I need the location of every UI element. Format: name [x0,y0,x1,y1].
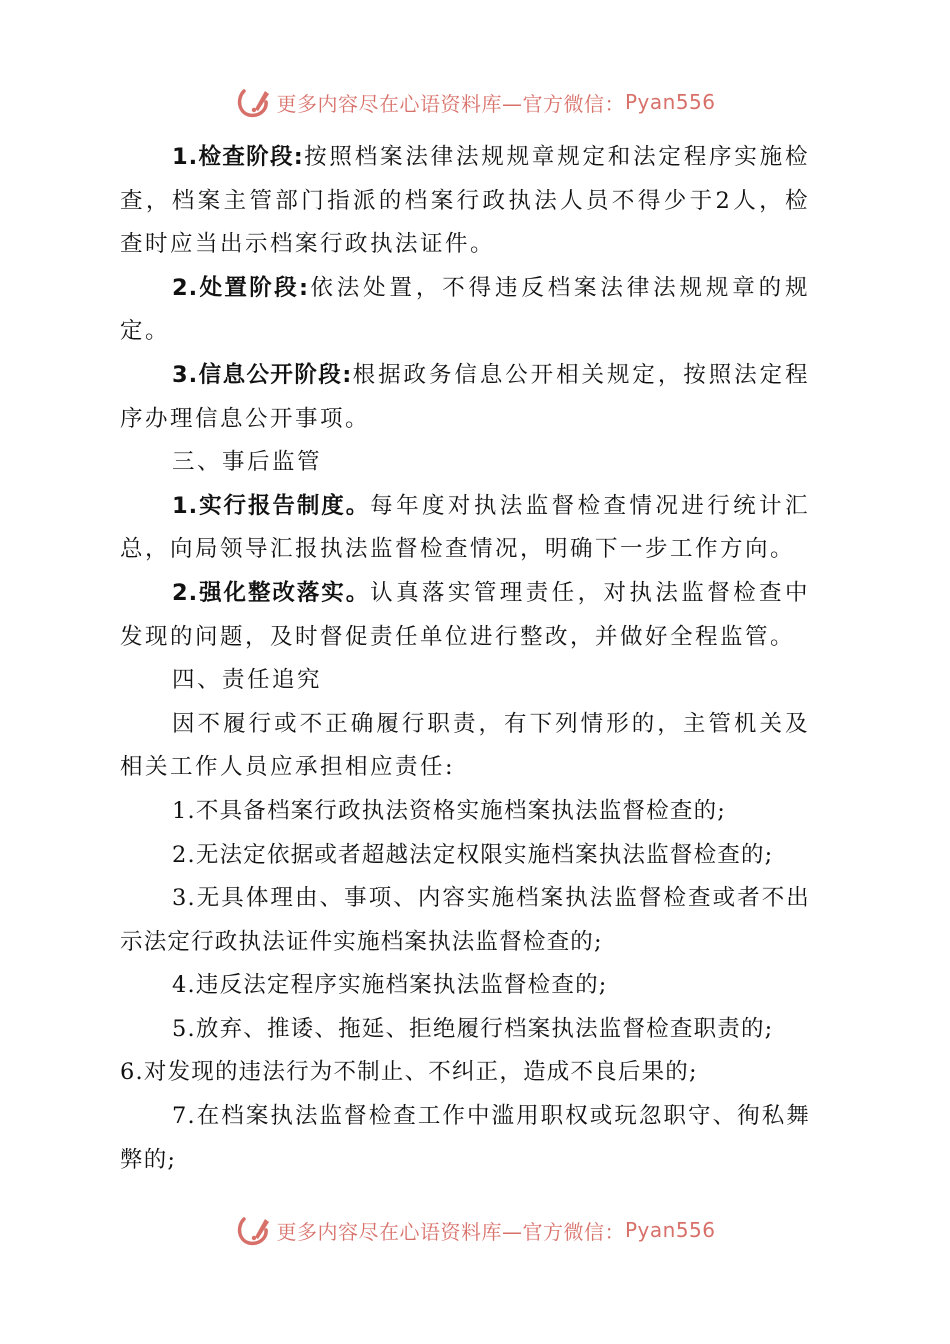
paragraph-lead: 1.检查阶段: [172,144,304,170]
paragraph-lead: 2.处置阶段: [172,274,310,301]
pen-nib-logo-icon [234,82,274,122]
paragraph-disposal-stage [120,267,810,354]
paragraph-accountability-intro: 因不履行或不正确履行职责，有下列情形的，主管机关及相关工作人员应承担相应责任: [120,710,810,781]
section-heading-post-supervision: 三、事后监管 [172,449,323,476]
list-item: 2.无法定依据或者超越法定权限实施档案执法监督检查的; [172,841,774,868]
list-item: 3.无具体理由、事项、内容实施档案执法监督检查或者不出示法定行政执法证件实施档案执法监督检查的; [120,885,810,955]
list-item: 1.不具备档案行政执法资格实施档案执法监督检查的; [172,797,727,824]
paragraph-text: 每年度对执法监督检查情况进行统计汇总，向局领导汇报执法监督检查情况，明确下一步工作方向。 [120,492,810,563]
paragraph-report-system [120,485,810,572]
paragraph-text: 按照档案法律法规规章规定和法定程序实施检查，档案主管部门指派的档案行政执法人员不得少于2人，检查时应当出示档案行政执法证件。 [120,144,810,258]
paragraph-rectification [120,572,810,659]
footer-watermark-banner [0,1210,950,1250]
document-body [120,136,810,1182]
watermark-contact: Pyan556 [624,90,716,114]
paragraph-inspection-stage [120,136,810,267]
paragraph-lead: 2.强化整改落实。 [172,579,371,606]
list-item: 4.违反法定程序实施档案执法监督检查的; [172,972,608,999]
watermark-contact: Pyan556 [624,1218,716,1242]
paragraph-lead: 1.实行报告制度。 [172,492,371,519]
watermark-text: 更多内容尽在心语资料库—官方微信： [276,1219,625,1244]
paragraph-text: 认真落实管理责任，对执法监督检查中发现的问题，及时督促责任单位进行整改，并做好全程监管。 [120,579,810,650]
section-heading-accountability: 四、责任追究 [172,667,323,694]
paragraph-text: 依法处置，不得违反档案法律法规规章的规定。 [120,274,810,345]
list-item: 5.放弃、推诿、拖延、拒绝履行档案执法监督检查职责的; [172,1015,774,1042]
list-item: 7.在档案执法监督检查工作中滥用职权或玩忽职守、徇私舞弊的; [120,1103,810,1173]
pen-nib-logo-icon [234,1210,274,1250]
list-item: 6.对发现的违法行为不制止、不纠正，造成不良后果的; [120,1059,698,1086]
paragraph-text: 根据政务信息公开相关规定，按照法定程序办理信息公开事项。 [120,361,810,432]
paragraph-disclosure-stage [120,354,810,441]
header-watermark-banner [0,82,950,122]
watermark-text: 更多内容尽在心语资料库—官方微信： [276,91,625,116]
paragraph-lead: 3.信息公开阶段: [172,361,353,388]
